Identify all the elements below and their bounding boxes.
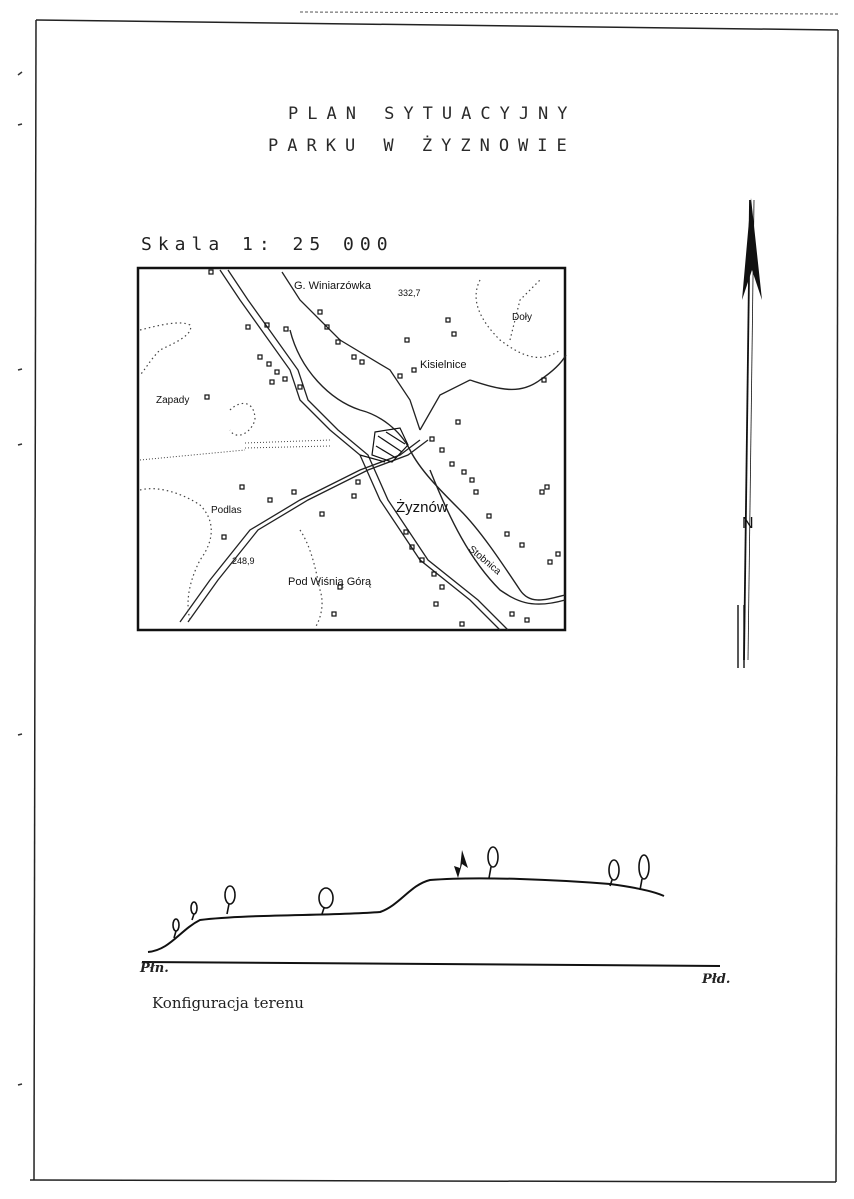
profile-caption: Konfiguracja terenu: [152, 994, 304, 1012]
label-zyznow: Żyznów: [396, 499, 448, 516]
north-arrow-letter: N: [742, 515, 754, 532]
label-pod-wisnia: Pod Wiśnią Górą: [288, 576, 372, 588]
label-winiarzowka: G. Winiarzówka: [294, 280, 372, 292]
title-line-2: PARKU W ŻYZNOWIE: [268, 136, 576, 156]
label-elev2: 248,9: [232, 556, 255, 566]
scale-label: Skala 1: 25 000: [141, 234, 394, 255]
label-kisielnice: Kisielnice: [420, 359, 467, 371]
profile-north-label: Płn.: [140, 961, 169, 976]
label-elev1: 332,7: [398, 288, 421, 298]
label-stobnica: Stobnica: [466, 543, 503, 578]
label-zapady: Zapady: [156, 395, 190, 406]
label-doly: Doły: [512, 312, 533, 323]
profile-south-label: Płd.: [702, 972, 731, 987]
title-line-1: PLAN SYTUACYJNY: [288, 104, 577, 124]
label-podlas: Podlas: [211, 505, 242, 516]
